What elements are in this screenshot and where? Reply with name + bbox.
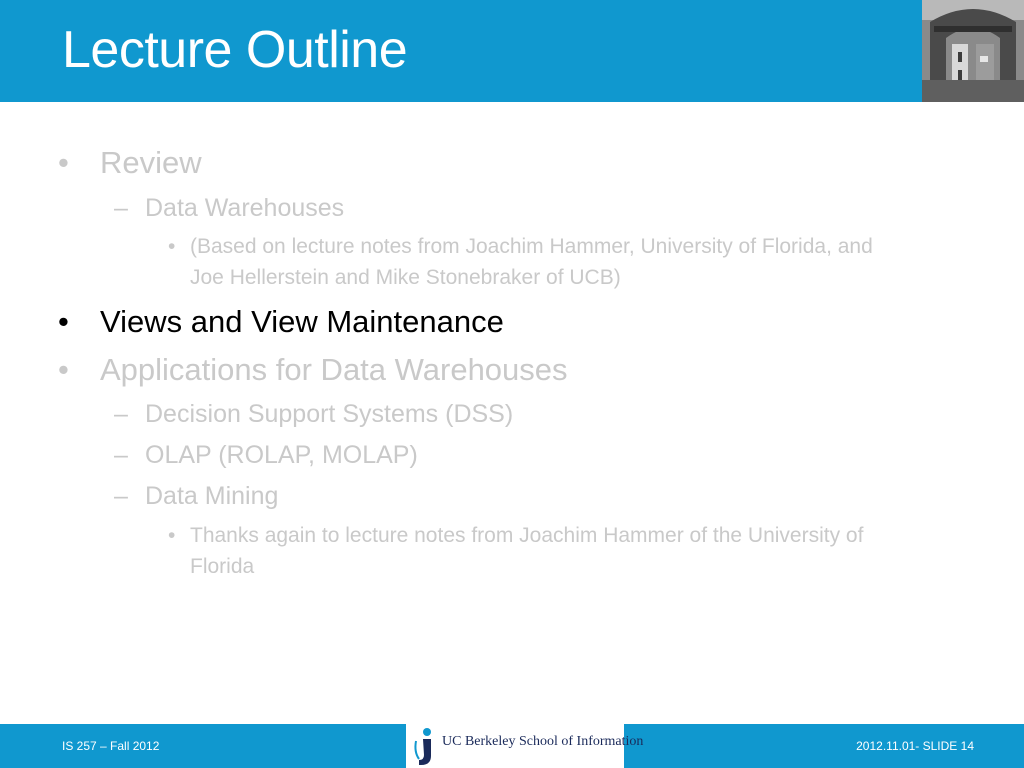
bullet-text: Data Mining	[145, 482, 279, 510]
bullet-text: Thanks again to lecture notes from Joachim Hammer of the University of Florida	[190, 524, 864, 578]
dash-marker: –	[114, 400, 128, 428]
slide-footer	[0, 724, 1024, 768]
header-photo	[922, 0, 1024, 102]
ischool-logo-mark-icon	[412, 726, 438, 766]
bullet-text: Data Warehouses	[145, 194, 345, 222]
bullet-marker: •	[58, 145, 69, 180]
logo-text: UC Berkeley School of Information	[442, 734, 644, 749]
note-based-on-lecture-notes	[168, 231, 888, 293]
bullet-marker: •	[168, 524, 176, 547]
bullet-text: Review	[100, 145, 202, 180]
bullet-text: (Based on lecture notes from Joachim Hammer, University of Florida, and Joe Hellerstein and Mike Stonebraker of UCB)	[190, 235, 873, 289]
bullet-text: Views and View Maintenance	[100, 304, 504, 339]
bullet-text: Decision Support Systems (DSS)	[145, 400, 514, 428]
dash-marker: –	[114, 194, 128, 222]
bullet-marker: •	[58, 352, 69, 387]
bullet-text: OLAP (ROLAP, MOLAP)	[145, 441, 418, 469]
note-thanks-again	[168, 520, 888, 582]
ischool-logo	[406, 724, 644, 768]
slide-number: 2012.11.01- SLIDE 14	[856, 739, 974, 753]
bullet-marker: •	[58, 304, 69, 339]
course-label: IS 257 – Fall 2012	[62, 739, 160, 753]
dash-marker: –	[114, 482, 128, 510]
dash-marker: –	[114, 441, 128, 469]
slide-title: Lecture Outline	[62, 21, 408, 79]
bullet-marker: •	[168, 235, 176, 258]
bullet-text: Applications for Data Warehouses	[100, 352, 568, 387]
slide-header	[0, 0, 1024, 102]
